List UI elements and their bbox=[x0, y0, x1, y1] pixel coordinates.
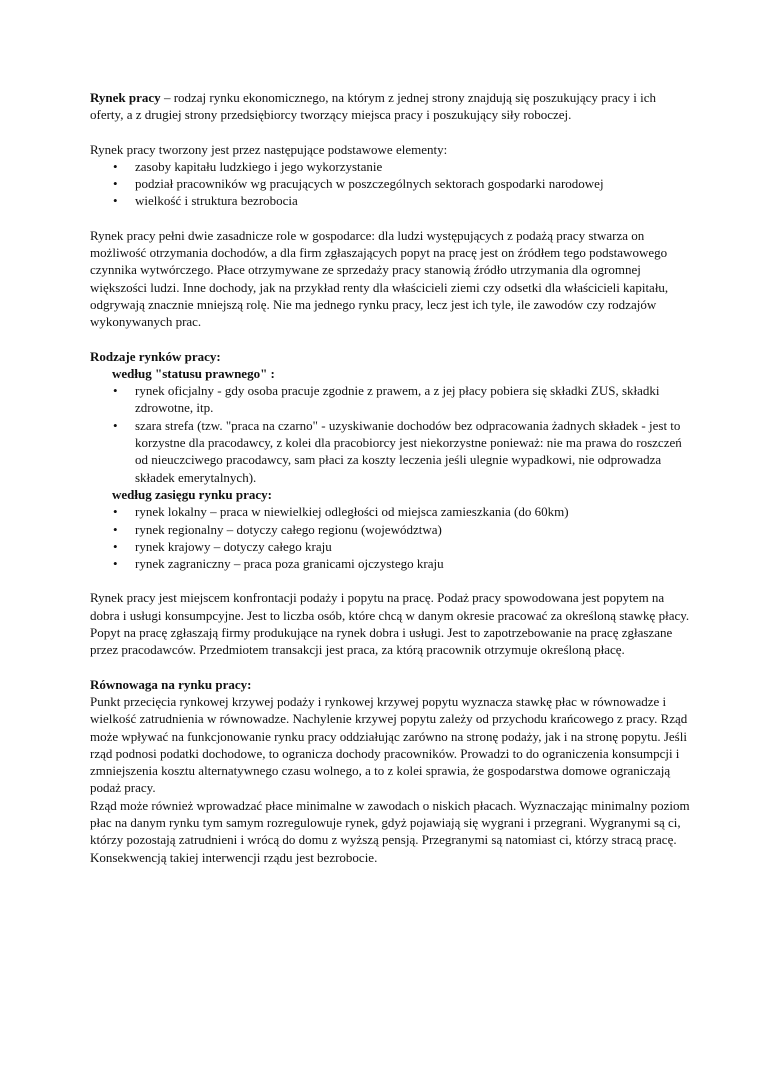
roles-paragraph: Rynek pracy pełni dwie zasadnicze role w gospodarce: dla ludzi występujących z podażą pracy stwarza on możliwość otrzymania dochodów, a dla firm zgłaszających popyt na pracę jest on źródłem tego podstawowego czynnika wytwórczego. Płace otrzymywane ze sprzedaży pracy stanowią źródło utrzymania dla ogromnej większości ludzi. Inne dochody, jak na przykład renty dla właścicieli ziemi czy odsetki dla właścicieli kapitału, odgrywają znacznie mniejszą rolę. Nie ma jednego rynku pracy, lecz jest ich tyle, ile zawodów czy rodzajów wykonywanych prac. bbox=[90, 227, 669, 330]
list-item: • wielkość i struktura bezrobocia bbox=[90, 192, 690, 209]
intro-paragraph bbox=[90, 89, 690, 124]
list-item: • rynek krajowy – dotyczy całego kraju bbox=[90, 538, 690, 555]
list-item: • rynek oficjalny - gdy osoba pracuje zgodnie z prawem, a z jej płacy pobiera się składki ZUS, składki zdrowotne, itp. bbox=[90, 382, 690, 417]
elements-list bbox=[90, 158, 690, 210]
equilibrium-heading: Równowaga na rynku pracy: bbox=[90, 676, 252, 692]
intro-term: Rynek pracy bbox=[90, 90, 161, 105]
list-item: • rynek regionalny – dotyczy całego regionu (województwa) bbox=[90, 521, 690, 538]
document-page bbox=[90, 89, 690, 866]
confrontation-paragraph: Rynek pracy jest miejscem konfrontacji podaży i popytu na pracę. Podaż pracy spowodowana jest popytem na dobra i usługi konsumpcyjne. Jest to liczba osób, które chcą w danym okresie pracować za określoną stawkę płacy. Popyt na pracę zgłaszają firmy produkujące na rynek dobra i usługi. Jest to zapotrzebowanie na pracę zgłaszane przez pracodawców. Przedmiotem transakcji jest praca, za którą pracownik otrzymuje określoną płacę. bbox=[90, 590, 690, 658]
legal-status-heading: według "statusu prawnego" : bbox=[112, 365, 275, 381]
range-heading: według zasięgu rynku pracy: bbox=[112, 486, 272, 502]
elements-lead: Rynek pracy tworzony jest przez następujące podstawowe elementy: bbox=[90, 141, 448, 157]
list-item: • podział pracowników wg pracujących w poszczególnych sektorach gospodarki narodowej bbox=[90, 175, 690, 192]
list-item: • rynek lokalny – praca w niewielkiej odległości od miejsca zamieszkania (do 60km) bbox=[90, 503, 690, 520]
range-list bbox=[90, 503, 690, 572]
legal-status-list bbox=[90, 382, 690, 486]
equilibrium-paragraph-1: Punkt przecięcia rynkowej krzywej podaży i rynkowej krzywej popytu wyznacza stawkę płac w równowadze i wielkość zatrudnienia w równowadze. Nachylenie krzywej popytu zależy od przychodu krańcowego z pracy. Rząd może wpływać na funkcjonowanie rynku pracy oddziałując zarówno na stronę podaży, jak i na stronę popytu. Jeśli rząd podnosi podatki dochodowe, to ogranicza dochody pracowników. Prowadzi to do ograniczenia konsumpcji i zmniejszenia kosztu alternatywnego czasu wolnego, a to z kolei sprawia, że gospodarstwa domowe ograniczają podaż pracy. bbox=[90, 693, 688, 796]
types-heading: Rodzaje rynków pracy: bbox=[90, 348, 221, 364]
intro-definition: – rodzaj rynku ekonomicznego, na którym z jednej strony znajdują się poszukujący pracy i ich oferty, a z drugiej strony przedsiębiorcy tworzący miejsca pracy i poszukujący siły roboczej. bbox=[90, 90, 656, 123]
list-item: • rynek zagraniczny – praca poza granicami ojczystego kraju bbox=[90, 555, 690, 572]
list-item: • szara strefa (tzw. "praca na czarno" - uzyskiwanie dochodów bez odpracowania żadnych składek - jest to korzystne dla pracodawcy, z kolei dla pracobiorcy jest niekorzystne ponieważ: nie ma prawa do roszczeń od nieuczciwego pracodawcy, sam płaci za koszty leczenia jeśli ulegnie wypadkowi, nie odprowadza składek emerytalnych). bbox=[90, 417, 690, 486]
list-item: • zasoby kapitału ludzkiego i jego wykorzystanie bbox=[90, 158, 690, 175]
equilibrium-paragraph-2: Rząd może również wprowadzać płace minimalne w zawodach o niskich płacach. Wyznaczając minimalny poziom płac na danym rynku tym samym rozregulowuje rynek, gdyż pojawiają się wygrani i przegrani. Wygranymi są ci, którzy pozostają zatrudnieni i wrócą do domu z wyższą pensją. Przegranymi są natomiast ci, którzy stracą pracę. Konsekwencją takiej interwencji rządu jest bezrobocie. bbox=[90, 797, 690, 865]
